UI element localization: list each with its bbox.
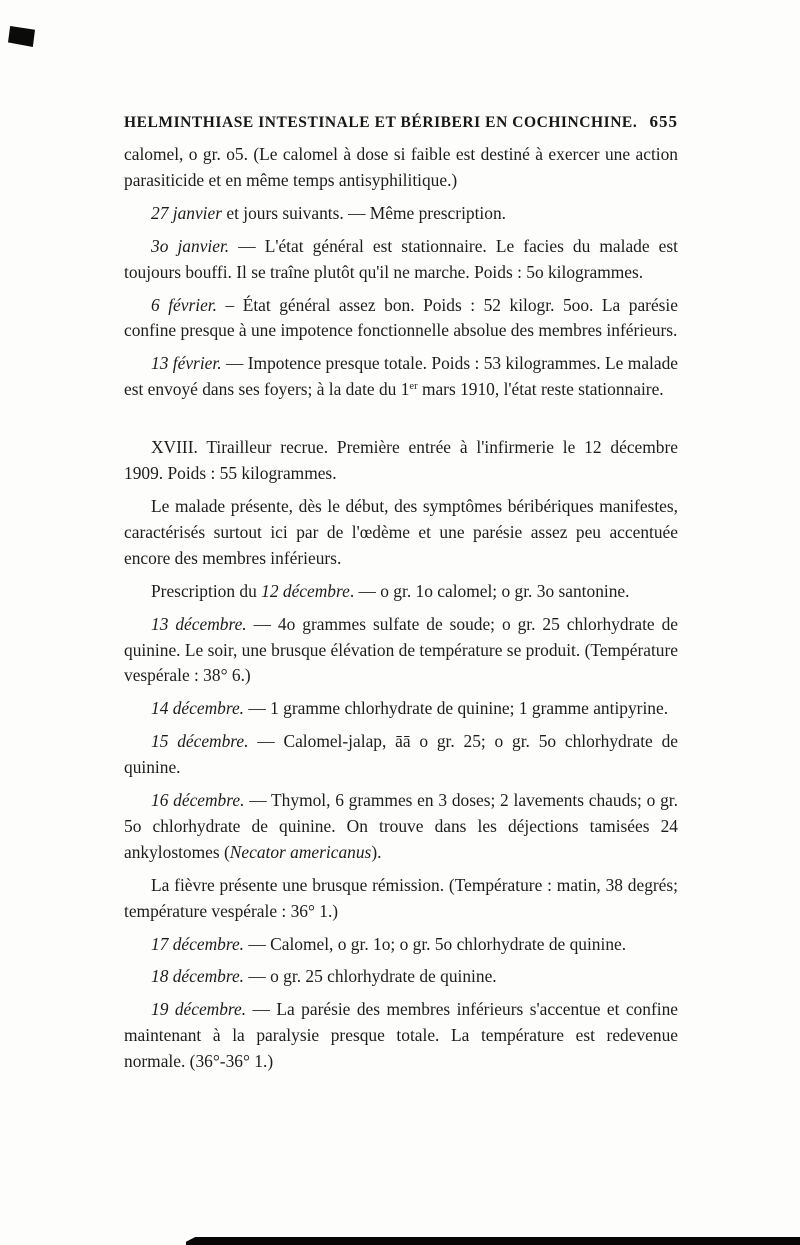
paragraph	[124, 293, 678, 345]
paragraph	[124, 612, 678, 690]
text-run: er	[409, 381, 418, 393]
paragraph	[124, 142, 678, 194]
scan-artifact-bottom-bar	[186, 1237, 800, 1245]
text-run: 13 février.	[151, 353, 222, 374]
text-run: et jours suivants. — Même prescription.	[222, 202, 506, 223]
text-run: — 4o grammes sulfate de soude; o gr. 25 chlorhydrate de quinine. Le soir, une brusque élévation de température se produit. (Température vespérale : 38° 6.)	[124, 613, 678, 686]
text-run: La fièvre présente une brusque rémission. (Température : matin, 38 degrés; température vespérale : 36° 1.)	[124, 874, 678, 921]
text-run: 27 janvier	[151, 202, 222, 223]
paragraph	[124, 873, 678, 925]
paragraph	[124, 435, 678, 487]
running-title: HELMINTHIASE INTESTINALE ET BÉRIBERI EN COCHINCHINE.	[124, 114, 638, 131]
text-run: — La parésie des membres inférieurs s'accentue et confine maintenant à la paralysie presque totale. La température est redevenue normale. (36°-36° 1.)	[124, 999, 678, 1072]
text-run: – État général assez bon. Poids : 52 kilogr. 5oo. La parésie confine presque à une impotence fonctionnelle absolue des membres inférieurs.	[124, 294, 678, 341]
text-run: — Calomel, o gr. 1o; o gr. 5o chlorhydrate de quinine.	[244, 933, 627, 954]
paragraph	[124, 696, 678, 722]
page-number: 655	[649, 112, 678, 131]
text-run: 3o janvier.	[151, 235, 230, 256]
text-run: 6 février.	[151, 294, 217, 315]
text-run: Le malade présente, dès le début, des symptômes béribériques manifestes, caractérisés surtout ici par de l'œdème et une parésie assez peu accentuée encore des membres inférieurs.	[124, 495, 678, 568]
paragraph	[124, 351, 678, 403]
text-run: 18 décembre.	[151, 966, 245, 987]
text-run: calomel, o gr. o5. (Le calomel à dose si faible est destiné à exercer une action parasiticide et en même temps antisyphilitique.)	[124, 144, 678, 190]
text-run: 12 décembre	[261, 580, 350, 601]
paragraph	[124, 788, 678, 866]
text-run: ).	[371, 841, 382, 862]
text-run: 13 décembre.	[151, 613, 247, 634]
paragraph	[124, 932, 678, 958]
paragraph	[124, 729, 678, 781]
text-run: — L'état général est stationnaire. Le facies du malade est toujours bouffi. Il se traîne plutôt qu'il ne marche. Poids : 5o kilogrammes.	[124, 235, 678, 282]
text-run: Necator americanus	[229, 841, 372, 862]
page-header	[124, 112, 678, 132]
text-run: — Impotence presque totale. Poids : 53 kilogrammes. Le malade est envoyé dans ses foyers; à la date du 1	[124, 353, 679, 400]
paragraph	[124, 201, 678, 227]
scan-artifact-top-left	[8, 26, 35, 47]
text-run: — 1 gramme chlorhydrate de quinine; 1 gramme antipyrine.	[244, 698, 669, 719]
text-run: 15 décembre.	[151, 731, 249, 752]
paragraph	[124, 494, 678, 572]
text-run: 19 décembre.	[151, 999, 247, 1020]
text-run: 17 décembre.	[151, 933, 245, 954]
text-run: . — o gr. 1o calomel; o gr. 3o santonine.	[349, 580, 630, 601]
text-run: mars 1910, l'état reste stationnaire.	[417, 379, 664, 400]
text-run: 14 décembre.	[151, 698, 245, 719]
text-run: XVIII. Tirailleur recrue. Première entrée à l'infirmerie le 12 décembre 1909. Poids : 55 kilogrammes.	[124, 437, 678, 484]
paragraph	[124, 234, 678, 286]
paragraph	[124, 997, 678, 1075]
page-body	[124, 142, 678, 1075]
paragraph	[124, 579, 678, 605]
paragraph	[124, 964, 678, 990]
text-run: — o gr. 25 chlorhydrate de quinine.	[244, 966, 497, 987]
text-run: — Calomel-jalap, āā o gr. 25; o gr. 5o chlorhydrate de quinine.	[124, 731, 678, 778]
text-run: 16 décembre.	[151, 790, 245, 811]
text-block	[124, 112, 678, 1075]
text-run: Prescription du	[151, 580, 262, 601]
text-run: — Thymol, 6 grammes en 3 doses; 2 lavements chauds; o gr. 5o chlorhydrate de quinine. On trouve dans les déjections tamisées 24 ankylostomes (	[124, 790, 678, 862]
